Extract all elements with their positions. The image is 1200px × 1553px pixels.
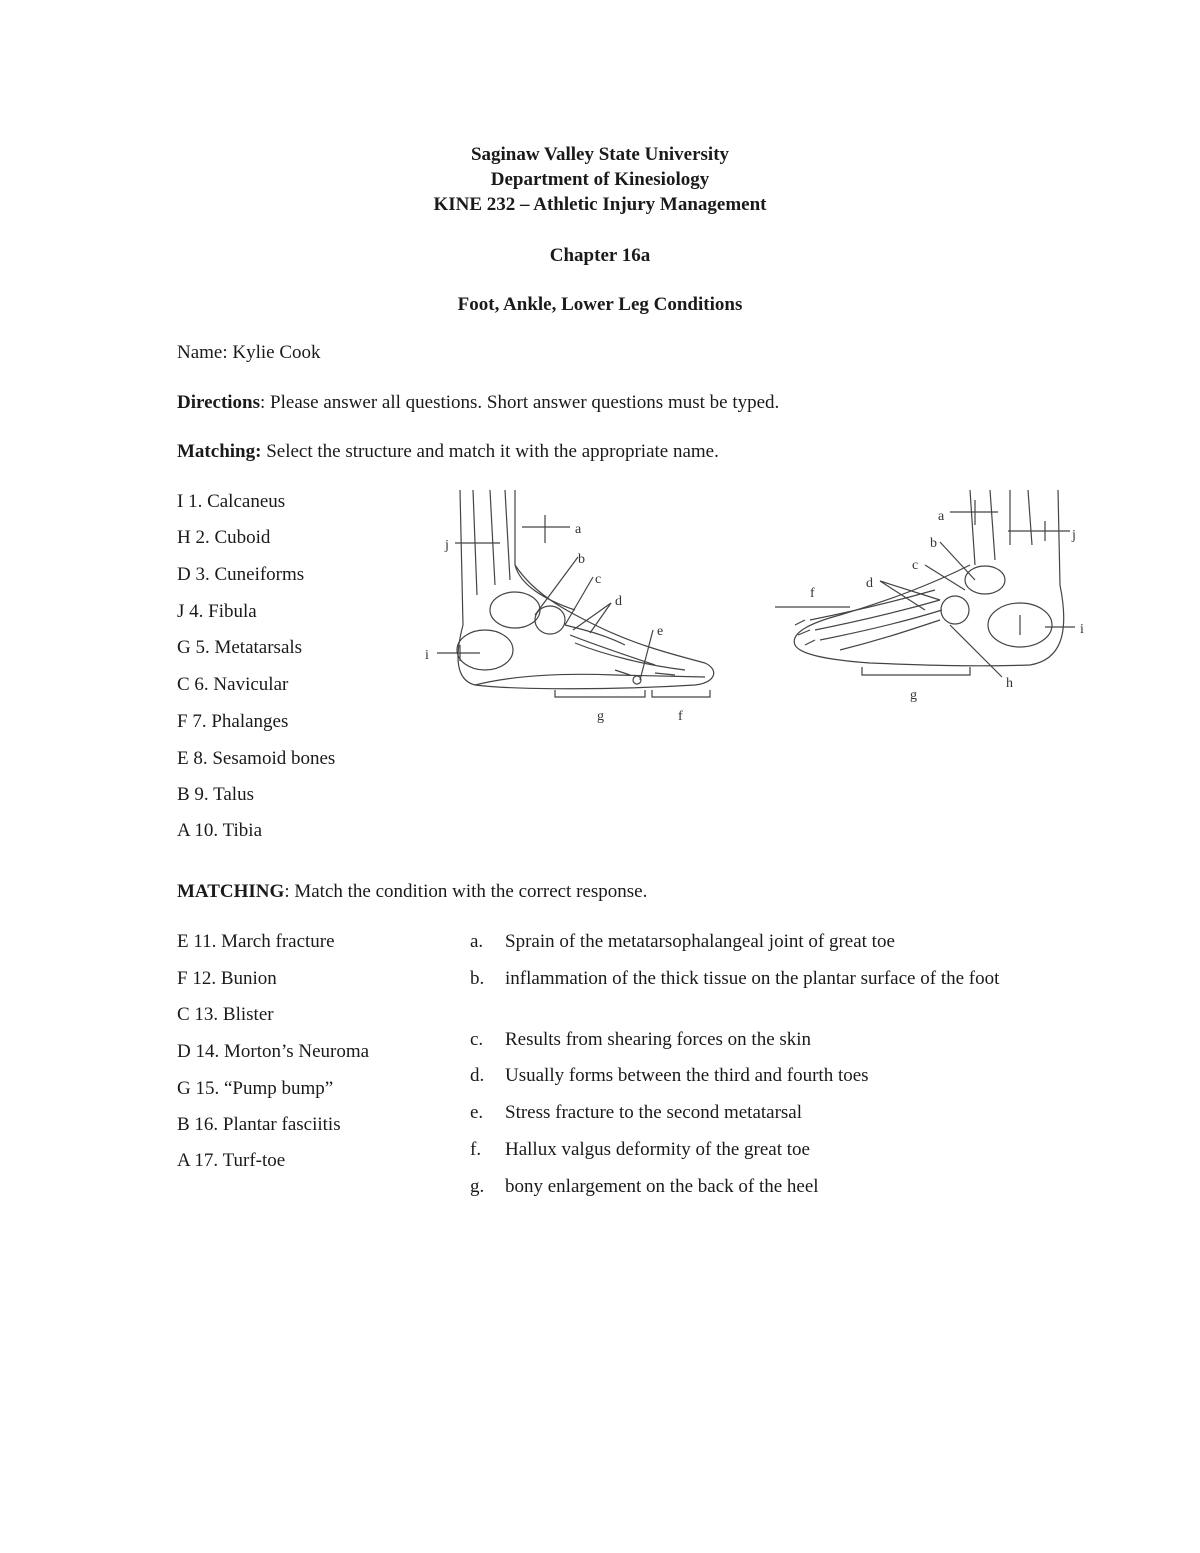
response-letter: a.: [470, 931, 484, 952]
diagram-label-b: b: [578, 552, 585, 567]
matching2-heading: [177, 880, 647, 904]
diagram-label-j: j: [445, 538, 449, 553]
condition-item: E 11. March fracture: [177, 931, 335, 952]
structure-item: J 4. Fibula: [177, 601, 257, 622]
diagram-label-i: i: [425, 648, 429, 663]
response-text: bony enlargement on the back of the heel: [505, 1176, 819, 1197]
diagram-label-g: g: [597, 709, 604, 724]
diagram-label-c: c: [595, 572, 602, 587]
structure-item: G 5. Metatarsals: [177, 637, 303, 658]
structure-item: E 8. Sesamoid bones: [177, 748, 336, 769]
diagram-label-e: e: [657, 624, 664, 639]
diagram-label-d: d: [615, 594, 622, 609]
matching2-text: : Match the condition with the correct response.: [284, 881, 648, 902]
topic-title: Foot, Ankle, Lower Leg Conditions: [457, 294, 743, 315]
foot-diagram-medial: [415, 485, 735, 730]
condition-item: B 16. Plantar fasciitis: [177, 1114, 341, 1135]
matching2-label: MATCHING: [177, 881, 285, 902]
chapter-title: Chapter 16a: [549, 245, 651, 266]
response-letter: g.: [470, 1176, 485, 1197]
university-title: Saginaw Valley State University: [470, 144, 730, 165]
diagram-label-a: a: [938, 509, 945, 524]
foot-medial-illustration: [415, 485, 735, 730]
response-letter: d.: [470, 1065, 485, 1086]
diagram-label-c: c: [912, 558, 919, 573]
directions-text: : Please answer all questions. Short answer questions must be typed.: [260, 392, 780, 413]
response-text: Results from shearing forces on the skin: [505, 1029, 812, 1050]
response-letter: c.: [470, 1029, 484, 1050]
condition-item: G 15. “Pump bump”: [177, 1078, 334, 1099]
condition-item: D 14. Morton’s Neuroma: [177, 1041, 370, 1062]
foot-diagram-lateral: [770, 485, 1090, 705]
structure-item: A 10. Tibia: [177, 820, 263, 841]
response-letter: f.: [470, 1139, 482, 1160]
student-name: Name: Kylie Cook: [177, 342, 321, 363]
diagram-label-i: i: [1080, 622, 1084, 637]
diagram-label-f: f: [678, 709, 683, 724]
structure-item: D 3. Cuneiforms: [177, 564, 305, 585]
diagram-label-g: g: [910, 688, 917, 703]
response-text: Usually forms between the third and fourth toes: [505, 1065, 869, 1086]
structure-item: B 9. Talus: [177, 784, 254, 805]
matching1-label: Matching:: [177, 441, 262, 462]
structure-item: I 1. Calcaneus: [177, 491, 286, 512]
course-title: KINE 232 – Athletic Injury Management: [433, 194, 767, 215]
diagram-label-h: h: [1006, 676, 1013, 691]
condition-item: A 17. Turf-toe: [177, 1150, 286, 1171]
structure-item: H 2. Cuboid: [177, 527, 271, 548]
response-text: inflammation of the thick tissue on the plantar surface of the foot: [505, 968, 1000, 989]
response-letter: b.: [470, 968, 485, 989]
matching1-text: Select the structure and match it with the appropriate name.: [261, 441, 719, 462]
condition-item: C 13. Blister: [177, 1004, 274, 1025]
matching1-heading: [177, 440, 719, 464]
response-text: Sprain of the metatarsophalangeal joint of great toe: [505, 931, 895, 952]
diagram-label-f: f: [810, 586, 815, 601]
response-letter: e.: [470, 1102, 484, 1123]
diagram-label-a: a: [575, 522, 582, 537]
department-title: Department of Kinesiology: [490, 169, 710, 190]
structure-item: C 6. Navicular: [177, 674, 289, 695]
diagram-label-j: j: [1072, 528, 1076, 543]
diagram-label-b: b: [930, 536, 937, 551]
structure-item: F 7. Phalanges: [177, 711, 289, 732]
response-text: Hallux valgus deformity of the great toe: [505, 1139, 810, 1160]
foot-lateral-illustration: [770, 485, 1090, 705]
response-text: Stress fracture to the second metatarsal: [505, 1102, 803, 1123]
condition-item: F 12. Bunion: [177, 968, 277, 989]
directions-label: Directions: [177, 392, 261, 413]
diagram-label-d: d: [866, 576, 873, 591]
directions-line: [177, 391, 779, 415]
